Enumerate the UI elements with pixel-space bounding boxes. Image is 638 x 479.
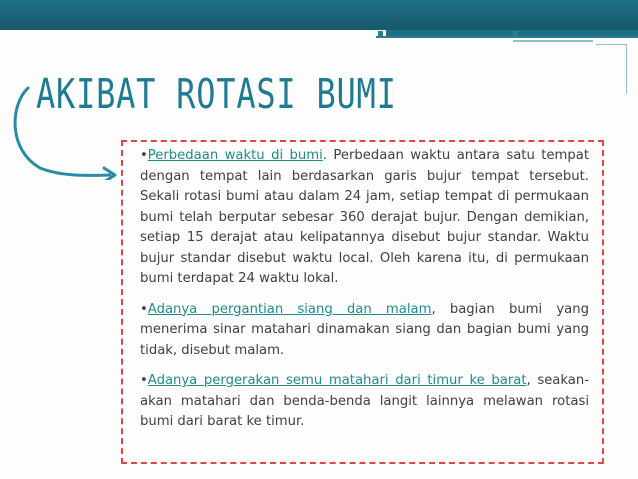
bullet: • <box>140 373 148 388</box>
list-item <box>140 300 589 362</box>
list-item <box>140 146 589 290</box>
content-body <box>140 146 589 433</box>
item-text: , bagian bumi yang menerima sinar matahari dinamakan siang dan bagian bumi yang tidak, disebut malam. <box>140 301 589 358</box>
header-bar <box>0 0 638 30</box>
item-text: . Perbedaan waktu antara satu tempat dengan tempat lain berdasarkan garis bujur tempat tersebut. Sekali rotasi bumi atau dalam 24 jam, setiap tempat di permukaan bumi telah berputar sebesar 360 derajat bujur. Dengan demikian, setiap 15 derajat atau kelipatannya disebut bujur standar. Waktu bujur standar disebut waktu local. Oleh karena itu, di permukaan bumi terdapat 24 waktu lokal. <box>140 148 589 286</box>
list-item <box>140 371 589 433</box>
bullet: • <box>140 301 148 317</box>
highlight-term: Adanya pergantian siang dan malam <box>147 301 432 317</box>
decorative-square <box>513 31 518 36</box>
decorative-square <box>378 31 383 36</box>
item-text: , seakan-akan matahari dan benda-benda langit lainnya melawan rotasi bumi dari barat ke timur. <box>140 373 589 429</box>
decorative-frame <box>626 44 628 94</box>
decorative-frame <box>596 44 626 46</box>
slide-title: AKIBAT ROTASI BUMI <box>36 70 397 118</box>
highlight-term: Perbedaan waktu di bumi <box>147 148 323 163</box>
bullet: • <box>140 148 148 163</box>
highlight-term: Adanya pergerakan semu matahari dari timur ke barat <box>147 373 527 388</box>
decorative-line <box>513 40 593 42</box>
decorative-line <box>376 36 638 38</box>
